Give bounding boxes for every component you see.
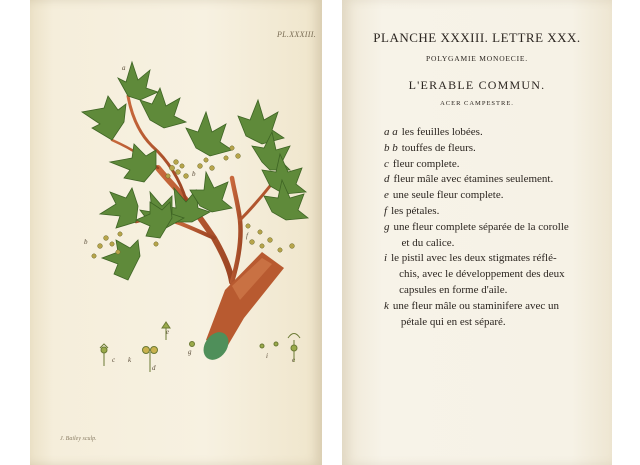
- cut-branch: [198, 252, 284, 365]
- legend-entry: [384, 251, 596, 298]
- engraver-signature: J. Bailey sculp.: [60, 436, 97, 442]
- legend-text: les feuilles lobées.: [401, 126, 483, 138]
- legend-entry: [384, 125, 596, 141]
- legend-text: une fleur mâle ou staminifere avec un pétale qui en est séparé.: [392, 299, 560, 328]
- plate-letter-b-2: b: [84, 238, 88, 246]
- plate-letter-k: k: [128, 356, 132, 364]
- plate-letter-d: d: [152, 364, 156, 372]
- plate-legend: [384, 125, 596, 330]
- plate-letter-e: e: [166, 328, 170, 336]
- description-page: [342, 0, 612, 465]
- legend-text: le pistil avec les deux stigmates réflé- chis, avec le développement des deux capsules en forme d'aile.: [391, 252, 565, 296]
- legend-text: fleur mâle avec étamines seulement.: [393, 173, 554, 186]
- legend-text: une seule fleur complete.: [392, 189, 504, 202]
- plate-letter-b: b: [192, 170, 196, 178]
- legend-key: i: [384, 252, 388, 265]
- detail-figures: [100, 322, 300, 372]
- plate-letter-i: i: [266, 352, 268, 360]
- legend-key: d: [384, 173, 390, 186]
- legend-key: b b: [384, 141, 398, 154]
- plate-letter-e-2: e: [292, 356, 296, 364]
- plate-number: PL.XXXIII.: [277, 30, 316, 39]
- legend-key: k: [384, 299, 389, 312]
- legend-entry: [384, 299, 596, 331]
- legend-key: g: [384, 220, 390, 233]
- plate-letter-f: f: [246, 232, 248, 240]
- legend-entry: [384, 204, 596, 220]
- legend-entry: [384, 172, 596, 188]
- species-latin-name: ACER CAMPESTRE.: [440, 100, 514, 107]
- linnaean-class: POLYGAMIE MONOECIE.: [426, 54, 528, 63]
- plate-letter-c: c: [112, 356, 116, 364]
- legend-key: a a: [384, 126, 398, 138]
- plate-letter-a: a: [122, 64, 126, 72]
- species-common-name: L'ERABLE COMMUN.: [408, 78, 546, 92]
- plate-letter-g: g: [188, 348, 192, 356]
- legend-text: une fleur complete séparée de la corolle et du calice.: [393, 220, 569, 249]
- legend-key: c: [384, 157, 389, 170]
- legend-key: e: [384, 189, 389, 202]
- legend-entry: [384, 188, 596, 204]
- legend-text: les pétales.: [391, 204, 440, 217]
- legend-entry: [384, 220, 596, 252]
- legend-text: fleur complete.: [392, 157, 460, 170]
- legend-text: touffes de fleurs.: [401, 141, 476, 154]
- plate-title: PLANCHE XXXIII. LETTRE XXX.: [373, 30, 581, 45]
- legend-entry: [384, 157, 596, 173]
- legend-entry: [384, 141, 596, 157]
- legend-key: f: [384, 204, 388, 217]
